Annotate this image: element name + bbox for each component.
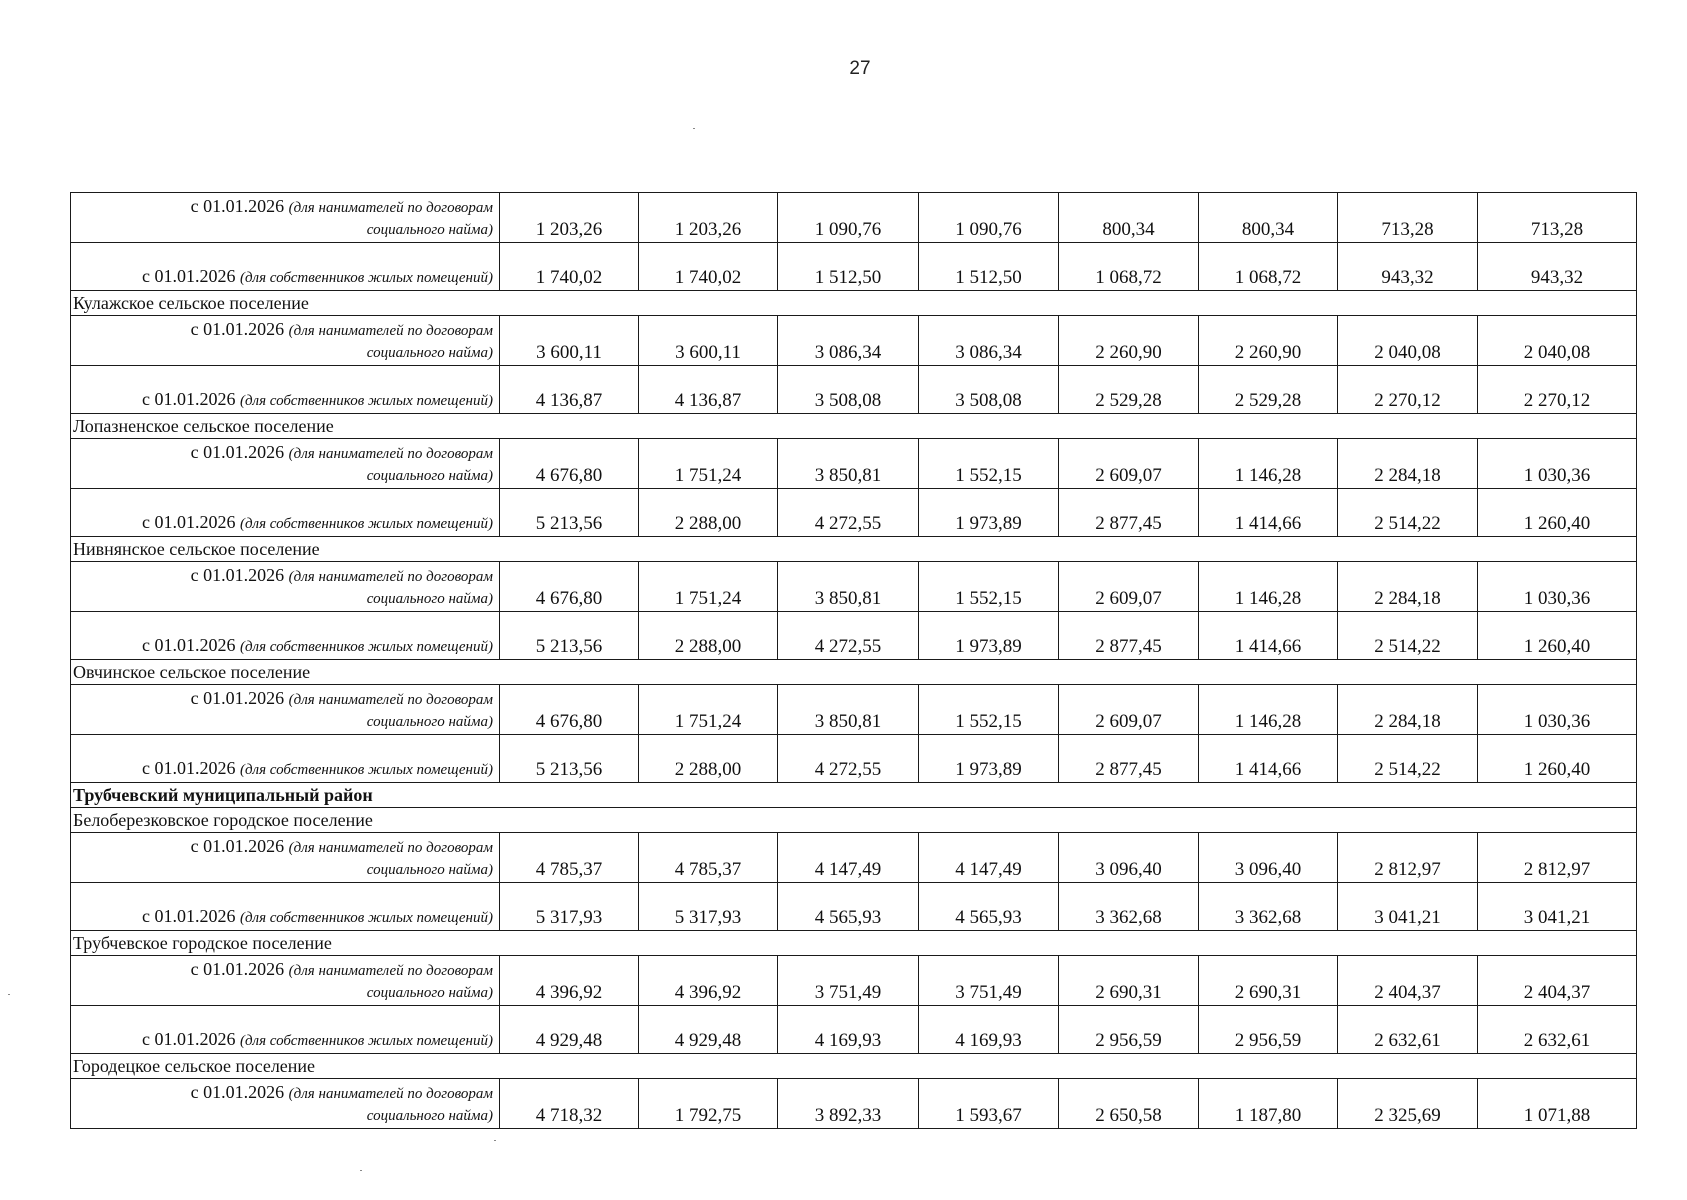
tariff-value-cell: 800,34 xyxy=(1059,193,1199,243)
tariff-value-cell: 2 609,07 xyxy=(1059,439,1199,489)
owner-note: (для собственников жилых помещений) xyxy=(239,393,493,409)
tariff-value-cell: 2 690,31 xyxy=(1199,956,1338,1006)
tariff-value-cell: 1 030,36 xyxy=(1478,685,1637,735)
tariff-value-cell: 2 514,22 xyxy=(1338,489,1478,537)
tariff-table xyxy=(70,192,1637,1129)
tenant-note: (для нанимателей по договорам xyxy=(288,568,493,585)
tenant-tariff-row xyxy=(71,1079,1637,1129)
tariff-value-cell: 4 929,48 xyxy=(639,1006,778,1054)
tenant-note: (для нанимателей по договорам xyxy=(288,445,493,462)
tenant-note-continued: социального найма) xyxy=(366,467,493,484)
tariff-value-cell: 3 751,49 xyxy=(778,956,919,1006)
tariff-table-body xyxy=(71,193,1637,1129)
scan-speck xyxy=(360,1170,362,1171)
tariff-value-cell: 4 396,92 xyxy=(500,956,639,1006)
tariff-value-cell: 1 090,76 xyxy=(778,193,919,243)
tariff-value-cell: 943,32 xyxy=(1338,243,1478,291)
tariff-value-cell: 3 041,21 xyxy=(1478,883,1637,931)
tariff-value-cell: 4 929,48 xyxy=(500,1006,639,1054)
tariff-value-cell: 2 609,07 xyxy=(1059,562,1199,612)
tariff-value-cell: 3 041,21 xyxy=(1338,883,1478,931)
owner-tariff-row xyxy=(71,612,1637,660)
tariff-value-cell: 2 514,22 xyxy=(1338,735,1478,783)
tariff-value-cell: 1 751,24 xyxy=(639,562,778,612)
tenant-note-continued: социального найма) xyxy=(366,590,493,607)
row-label xyxy=(71,735,500,783)
tenant-tariff-row xyxy=(71,956,1637,1006)
tenant-note: (для нанимателей по договорам xyxy=(288,1085,493,1102)
owner-note: (для собственников жилых помещений) xyxy=(239,516,493,532)
tariff-value-cell: 713,28 xyxy=(1478,193,1637,243)
date-prefix: с 01.01.2026 xyxy=(190,835,285,856)
tariff-value-cell: 1 068,72 xyxy=(1059,243,1199,291)
tariff-value-cell: 1 792,75 xyxy=(639,1079,778,1129)
date-prefix: с 01.01.2026 xyxy=(190,1081,285,1102)
tariff-value-cell: 1 414,66 xyxy=(1199,735,1338,783)
tariff-value-cell: 2 284,18 xyxy=(1338,439,1478,489)
tariff-value-cell: 5 213,56 xyxy=(500,735,639,783)
tenant-tariff-row xyxy=(71,833,1637,883)
tariff-value-cell: 1 260,40 xyxy=(1478,489,1637,537)
tariff-value-cell: 1 740,02 xyxy=(639,243,778,291)
date-prefix: с 01.01.2026 xyxy=(190,958,285,979)
tariff-value-cell: 4 147,49 xyxy=(778,833,919,883)
settlement-heading-row xyxy=(71,660,1637,685)
tariff-value-cell: 4 676,80 xyxy=(500,562,639,612)
tariff-value-cell: 3 086,34 xyxy=(919,316,1059,366)
tariff-value-cell: 4 169,93 xyxy=(919,1006,1059,1054)
tariff-value-cell: 943,32 xyxy=(1478,243,1637,291)
tariff-value-cell: 1 068,72 xyxy=(1199,243,1338,291)
tariff-value-cell: 2 877,45 xyxy=(1059,735,1199,783)
tenant-tariff-row xyxy=(71,193,1637,243)
tenant-note: (для нанимателей по договорам xyxy=(288,199,493,216)
date-prefix: с 01.01.2026 xyxy=(190,564,285,585)
date-prefix: с 01.01.2026 xyxy=(190,195,285,216)
district-title: Трубчевский муниципальный район xyxy=(71,783,1637,808)
tariff-value-cell: 1 030,36 xyxy=(1478,562,1637,612)
row-label xyxy=(71,883,500,931)
tariff-value-cell: 1 740,02 xyxy=(500,243,639,291)
district-heading-row xyxy=(71,783,1637,808)
tariff-value-cell: 1 414,66 xyxy=(1199,489,1338,537)
tariff-value-cell: 3 086,34 xyxy=(778,316,919,366)
tenant-tariff-row xyxy=(71,316,1637,366)
tariff-value-cell: 3 508,08 xyxy=(778,366,919,414)
tenant-note: (для нанимателей по договорам xyxy=(288,322,493,339)
owner-note: (для собственников жилых помещений) xyxy=(239,270,493,286)
tariff-value-cell: 713,28 xyxy=(1338,193,1478,243)
tariff-value-cell: 1 512,50 xyxy=(919,243,1059,291)
scan-speck xyxy=(494,1140,496,1141)
tariff-value-cell: 4 396,92 xyxy=(639,956,778,1006)
settlement-title: Овчинское сельское поселение xyxy=(71,660,1637,685)
owner-note: (для собственников жилых помещений) xyxy=(239,762,493,778)
owner-tariff-row xyxy=(71,735,1637,783)
owner-tariff-row xyxy=(71,366,1637,414)
tariff-value-cell: 1 512,50 xyxy=(778,243,919,291)
tariff-value-cell: 2 284,18 xyxy=(1338,562,1478,612)
row-label xyxy=(71,489,500,537)
tariff-value-cell: 3 850,81 xyxy=(778,439,919,489)
tariff-value-cell: 3 751,49 xyxy=(919,956,1059,1006)
owner-note: (для собственников жилых помещений) xyxy=(239,1033,493,1049)
row-label xyxy=(71,612,500,660)
tenant-note: (для нанимателей по договорам xyxy=(288,962,493,979)
date-prefix: с 01.01.2026 xyxy=(141,758,236,778)
tariff-value-cell: 2 877,45 xyxy=(1059,612,1199,660)
row-label xyxy=(71,685,500,735)
date-prefix: с 01.01.2026 xyxy=(141,266,236,286)
tariff-value-cell: 5 213,56 xyxy=(500,489,639,537)
tariff-value-cell: 3 096,40 xyxy=(1199,833,1338,883)
tenant-note-continued: социального найма) xyxy=(366,713,493,730)
tariff-value-cell: 4 272,55 xyxy=(778,612,919,660)
tariff-value-cell: 1 146,28 xyxy=(1199,685,1338,735)
tariff-value-cell: 4 136,87 xyxy=(500,366,639,414)
date-prefix: с 01.01.2026 xyxy=(190,441,285,462)
tariff-value-cell: 4 785,37 xyxy=(639,833,778,883)
tariff-value-cell: 1 552,15 xyxy=(919,562,1059,612)
settlement-heading-row xyxy=(71,414,1637,439)
tariff-value-cell: 2 690,31 xyxy=(1059,956,1199,1006)
owner-tariff-row xyxy=(71,243,1637,291)
tariff-value-cell: 1 552,15 xyxy=(919,439,1059,489)
tariff-value-cell: 2 325,69 xyxy=(1338,1079,1478,1129)
tariff-value-cell: 2 270,12 xyxy=(1338,366,1478,414)
tenant-tariff-row xyxy=(71,562,1637,612)
settlement-title: Кулажское сельское поселение xyxy=(71,291,1637,316)
tariff-value-cell: 5 213,56 xyxy=(500,612,639,660)
tariff-value-cell: 4 718,32 xyxy=(500,1079,639,1129)
tariff-value-cell: 2 812,97 xyxy=(1478,833,1637,883)
date-prefix: с 01.01.2026 xyxy=(141,512,236,532)
tariff-value-cell: 2 877,45 xyxy=(1059,489,1199,537)
date-prefix: с 01.01.2026 xyxy=(141,906,236,926)
tariff-value-cell: 2 288,00 xyxy=(639,735,778,783)
tariff-value-cell: 3 850,81 xyxy=(778,685,919,735)
tariff-value-cell: 800,34 xyxy=(1199,193,1338,243)
tariff-value-cell: 1 203,26 xyxy=(639,193,778,243)
tariff-value-cell: 2 288,00 xyxy=(639,489,778,537)
tariff-value-cell: 2 260,90 xyxy=(1059,316,1199,366)
tenant-note-continued: социального найма) xyxy=(366,1107,493,1124)
tariff-value-cell: 4 169,93 xyxy=(778,1006,919,1054)
tariff-value-cell: 2 288,00 xyxy=(639,612,778,660)
settlement-heading-row xyxy=(71,931,1637,956)
tariff-value-cell: 2 956,59 xyxy=(1059,1006,1199,1054)
tenant-note-continued: социального найма) xyxy=(366,221,493,238)
tariff-value-cell: 2 260,90 xyxy=(1199,316,1338,366)
date-prefix: с 01.01.2026 xyxy=(141,635,236,655)
date-prefix: с 01.01.2026 xyxy=(141,389,236,409)
row-label xyxy=(71,956,500,1006)
tariff-value-cell: 5 317,93 xyxy=(639,883,778,931)
tenant-note: (для нанимателей по договорам xyxy=(288,839,493,856)
row-label xyxy=(71,833,500,883)
tariff-value-cell: 1 090,76 xyxy=(919,193,1059,243)
owner-tariff-row xyxy=(71,1006,1637,1054)
date-prefix: с 01.01.2026 xyxy=(190,687,285,708)
tenant-tariff-row xyxy=(71,685,1637,735)
row-label xyxy=(71,439,500,489)
row-label xyxy=(71,366,500,414)
tariff-value-cell: 3 892,33 xyxy=(778,1079,919,1129)
tariff-value-cell: 1 187,80 xyxy=(1199,1079,1338,1129)
tariff-value-cell: 1 973,89 xyxy=(919,489,1059,537)
tariff-value-cell: 2 650,58 xyxy=(1059,1079,1199,1129)
tariff-value-cell: 3 600,11 xyxy=(500,316,639,366)
tariff-value-cell: 2 632,61 xyxy=(1338,1006,1478,1054)
tariff-value-cell: 2 270,12 xyxy=(1478,366,1637,414)
date-prefix: с 01.01.2026 xyxy=(190,318,285,339)
settlement-title: Трубчевское городское поселение xyxy=(71,931,1637,956)
tariff-value-cell: 2 284,18 xyxy=(1338,685,1478,735)
tariff-value-cell: 3 096,40 xyxy=(1059,833,1199,883)
settlement-heading-row xyxy=(71,537,1637,562)
tariff-value-cell: 2 040,08 xyxy=(1478,316,1637,366)
tariff-value-cell: 1 146,28 xyxy=(1199,439,1338,489)
tariff-value-cell: 1 203,26 xyxy=(500,193,639,243)
settlement-title: Городецкое сельское поселение xyxy=(71,1054,1637,1079)
date-prefix: с 01.01.2026 xyxy=(141,1029,236,1049)
scan-speck xyxy=(693,128,695,129)
settlement-title: Лопазненское сельское поселение xyxy=(71,414,1637,439)
tariff-value-cell: 4 136,87 xyxy=(639,366,778,414)
tariff-value-cell: 2 632,61 xyxy=(1478,1006,1637,1054)
settlement-title: Белоберезковское городское поселение xyxy=(71,808,1637,833)
row-label xyxy=(71,193,500,243)
tariff-value-cell: 3 362,68 xyxy=(1199,883,1338,931)
row-label xyxy=(71,1079,500,1129)
tariff-value-cell: 1 030,36 xyxy=(1478,439,1637,489)
row-label xyxy=(71,562,500,612)
tariff-value-cell: 1 071,88 xyxy=(1478,1079,1637,1129)
tariff-value-cell: 2 040,08 xyxy=(1338,316,1478,366)
owner-note: (для собственников жилых помещений) xyxy=(239,910,493,926)
tariff-value-cell: 4 565,93 xyxy=(919,883,1059,931)
owner-tariff-row xyxy=(71,883,1637,931)
tariff-value-cell: 2 609,07 xyxy=(1059,685,1199,735)
tariff-value-cell: 1 593,67 xyxy=(919,1079,1059,1129)
tariff-value-cell: 2 812,97 xyxy=(1338,833,1478,883)
tariff-value-cell: 2 529,28 xyxy=(1199,366,1338,414)
tariff-value-cell: 5 317,93 xyxy=(500,883,639,931)
tariff-value-cell: 4 676,80 xyxy=(500,439,639,489)
row-label xyxy=(71,1006,500,1054)
tariff-value-cell: 1 751,24 xyxy=(639,685,778,735)
tariff-value-cell: 3 600,11 xyxy=(639,316,778,366)
tenant-note-continued: социального найма) xyxy=(366,984,493,1001)
tenant-tariff-row xyxy=(71,439,1637,489)
tariff-value-cell: 1 260,40 xyxy=(1478,735,1637,783)
tenant-note: (для нанимателей по договорам xyxy=(288,691,493,708)
tariff-value-cell: 1 146,28 xyxy=(1199,562,1338,612)
tariff-value-cell: 2 956,59 xyxy=(1199,1006,1338,1054)
tenant-note-continued: социального найма) xyxy=(366,861,493,878)
settlement-title: Нивнянское сельское поселение xyxy=(71,537,1637,562)
tariff-value-cell: 1 414,66 xyxy=(1199,612,1338,660)
tariff-value-cell: 2 404,37 xyxy=(1478,956,1637,1006)
tariff-value-cell: 2 404,37 xyxy=(1338,956,1478,1006)
tariff-value-cell: 1 973,89 xyxy=(919,735,1059,783)
tariff-value-cell: 2 514,22 xyxy=(1338,612,1478,660)
tariff-value-cell: 4 676,80 xyxy=(500,685,639,735)
tariff-value-cell: 4 147,49 xyxy=(919,833,1059,883)
settlement-heading-row xyxy=(71,1054,1637,1079)
tariff-value-cell: 3 508,08 xyxy=(919,366,1059,414)
settlement-heading-row xyxy=(71,291,1637,316)
tariff-value-cell: 3 362,68 xyxy=(1059,883,1199,931)
owner-tariff-row xyxy=(71,489,1637,537)
tariff-value-cell: 3 850,81 xyxy=(778,562,919,612)
tariff-value-cell: 2 529,28 xyxy=(1059,366,1199,414)
settlement-heading-row xyxy=(71,808,1637,833)
row-label xyxy=(71,243,500,291)
scan-speck xyxy=(8,994,10,995)
tariff-value-cell: 1 260,40 xyxy=(1478,612,1637,660)
tariff-value-cell: 1 751,24 xyxy=(639,439,778,489)
tariff-value-cell: 4 272,55 xyxy=(778,735,919,783)
tariff-value-cell: 4 565,93 xyxy=(778,883,919,931)
row-label xyxy=(71,316,500,366)
tariff-value-cell: 4 272,55 xyxy=(778,489,919,537)
tariff-value-cell: 1 973,89 xyxy=(919,612,1059,660)
owner-note: (для собственников жилых помещений) xyxy=(239,639,493,655)
page-number: 27 xyxy=(849,58,871,79)
tenant-note-continued: социального найма) xyxy=(366,344,493,361)
tariff-value-cell: 1 552,15 xyxy=(919,685,1059,735)
tariff-value-cell: 4 785,37 xyxy=(500,833,639,883)
